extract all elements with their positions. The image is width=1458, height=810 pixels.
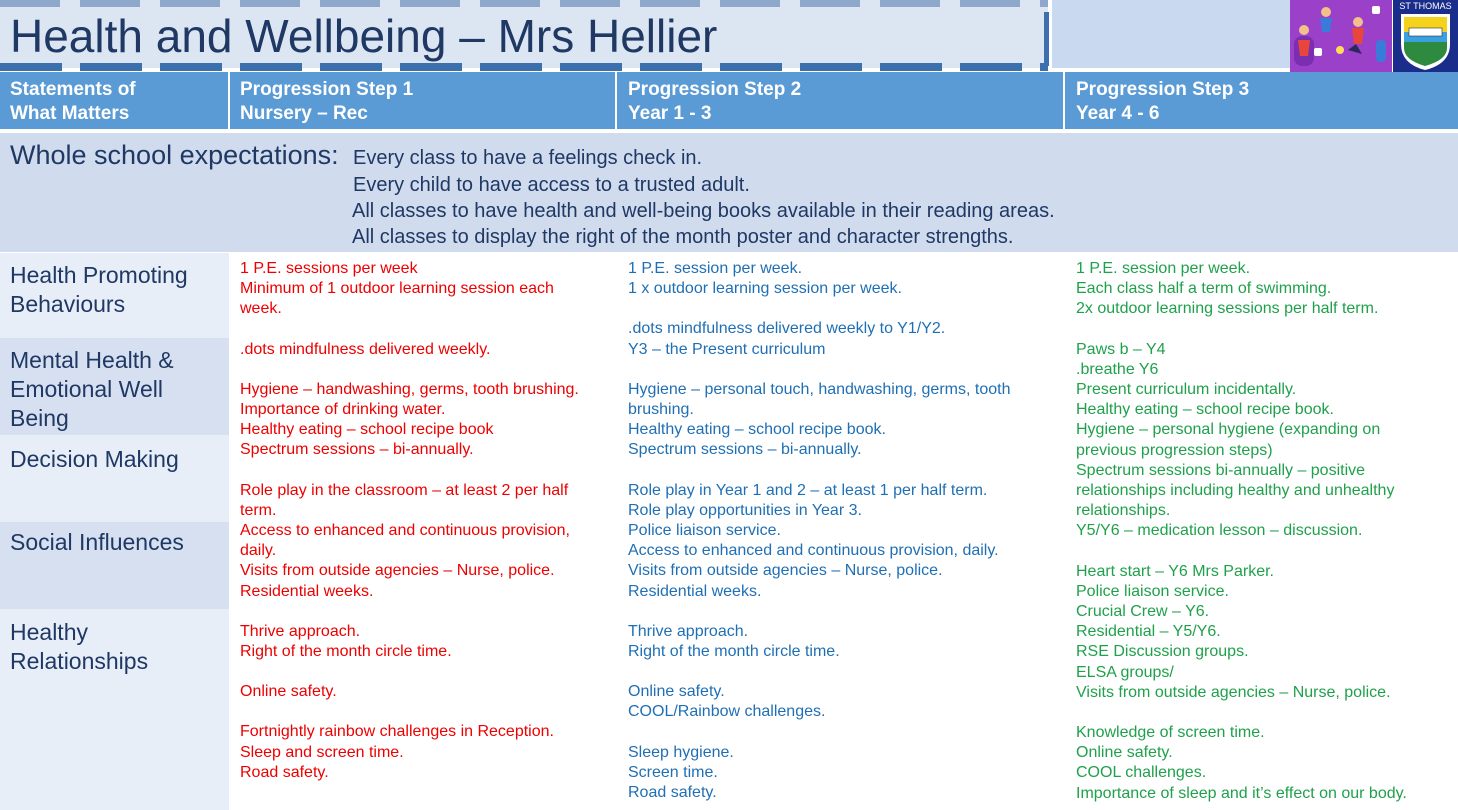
content-line: Y5/Y6 – medication lesson – discussion. (1076, 522, 1363, 540)
whole-school-label: Whole school expectations: (10, 140, 339, 170)
content-line: Each class half a term of swimming. (1076, 280, 1332, 298)
content-line: Spectrum sessions – bi-annually. (240, 441, 474, 459)
content-line: Hygiene – personal hygiene (expanding on (1076, 421, 1381, 439)
content-line: previous progression steps) (1076, 441, 1273, 459)
content-line: 1 P.E. sessions per week (240, 260, 418, 277)
statement-line: Social Influences (10, 529, 184, 555)
content-line: Visits from outside agencies – Nurse, police. (628, 562, 943, 580)
content-line: Residential – Y5/Y6. (1076, 623, 1221, 641)
statement-line: Mental Health & (10, 347, 174, 373)
whole-school-line: Every child to have access to a trusted adult. (353, 174, 750, 196)
content-line: Road safety. (628, 784, 717, 802)
content-line: Screen time. (628, 763, 718, 781)
spacer (1076, 320, 1407, 340)
content-line: 2x outdoor learning sessions per half term. (1076, 300, 1379, 318)
statement-line: Relationships (10, 648, 149, 674)
spacer (1076, 542, 1407, 562)
header-statements-line1: Statements of (10, 79, 136, 100)
content-line: Importance of drinking water. (240, 401, 446, 419)
header-step1 (240, 72, 615, 130)
content-line: ELSA groups/ (1076, 663, 1174, 681)
content-line: Right of the month circle time. (628, 643, 840, 661)
content-line: Online safety. (628, 683, 725, 701)
header-step3-title: Progression Step 3 (1076, 79, 1250, 100)
statement-line: Being (10, 405, 69, 431)
content-line: Right of the month circle time. (240, 643, 452, 661)
header-divider (0, 129, 1458, 132)
content-line: Crucial Crew – Y6. (1076, 603, 1210, 621)
title-dashed-border-bottom (0, 63, 1048, 71)
header-step3 (1076, 72, 1456, 130)
content-line: Visits from outside agencies – Nurse, police. (240, 562, 555, 580)
content-line: Healthy eating – school recipe book (240, 421, 494, 439)
title-border-right (1044, 12, 1049, 66)
content-line: Residential weeks. (628, 582, 762, 600)
content-line: Spectrum sessions bi-annually – positive (1076, 461, 1366, 479)
content-line: Residential weeks. (240, 582, 374, 600)
content-line: Access to enhanced and continuous provision, (240, 522, 570, 540)
content-line: Online safety. (240, 683, 337, 701)
content-line: week. (240, 300, 282, 318)
content-line: Importance of sleep and it’s effect on our body. (1076, 784, 1407, 802)
spacer (628, 723, 1010, 743)
header-step1-years: Nursery – Rec (240, 103, 368, 124)
statement-line: Emotional Well (10, 376, 163, 402)
spacer (240, 662, 579, 682)
content-line: Healthy eating – school recipe book. (628, 421, 886, 439)
content-line: Thrive approach. (628, 622, 749, 640)
content-line: Hygiene – personal touch, handwashing, germs, tooth (628, 380, 1011, 398)
content-line: Knowledge of screen time. (1076, 724, 1265, 742)
statement-social-influences (0, 522, 229, 609)
content-line: brushing. (628, 401, 694, 419)
content-line: Role play in Year 1 and 2 – at least 1 per half term. (628, 481, 988, 499)
content-line: Sleep and screen time. (240, 743, 404, 761)
content-line: 1 x outdoor learning session per week. (628, 280, 902, 298)
content-line: Online safety. (1076, 744, 1173, 762)
header-step3-years: Year 4 - 6 (1076, 103, 1160, 124)
spacer (240, 320, 579, 340)
statement-line: Healthy (10, 619, 88, 645)
spacer (1076, 703, 1407, 723)
content-line: Minimum of 1 outdoor learning session each (240, 280, 554, 298)
content-line: Police liaison service. (628, 522, 781, 540)
content-line: term. (240, 501, 277, 519)
step2-content (628, 259, 1010, 803)
header-separator (228, 72, 230, 130)
content-line: .dots mindfulness delivered weekly. (240, 340, 491, 358)
spacer (628, 299, 1010, 319)
header-step1-title: Progression Step 1 (240, 79, 414, 100)
statement-mental-health (0, 338, 229, 435)
spacer (628, 602, 1010, 622)
header-statements (10, 72, 228, 130)
content-line: Fortnightly rainbow challenges in Reception. (240, 723, 554, 741)
statement-line: Behaviours (10, 291, 126, 317)
spacer (240, 702, 579, 722)
spacer (240, 360, 579, 380)
content-line: RSE Discussion groups. (1076, 643, 1249, 661)
content-line: daily. (240, 542, 277, 560)
spacer (240, 461, 579, 481)
content-line: Role play opportunities in Year 3. (628, 501, 862, 519)
content-line: 1 P.E. session per week. (1076, 260, 1251, 277)
content-line: relationships including healthy and unhealthy (1076, 482, 1395, 500)
content-line: .breathe Y6 (1076, 360, 1159, 378)
whole-school-line: All classes to display the right of the month poster and character strengths. (352, 226, 1014, 248)
content-line: Access to enhanced and continuous provision, daily. (628, 542, 999, 560)
step3-content (1076, 259, 1407, 804)
content-line: Healthy eating – school recipe book. (1076, 401, 1334, 419)
content-line: Visits from outside agencies – Nurse, police. (1076, 683, 1391, 701)
content-line: Police liaison service. (1076, 582, 1229, 600)
content-line: Heart start – Y6 Mrs Parker. (1076, 562, 1274, 580)
content-line: 1 P.E. session per week. (628, 260, 803, 277)
content-line: COOL/Rainbow challenges. (628, 703, 826, 721)
content-line: Spectrum sessions – bi-annually. (628, 441, 862, 459)
whole-school-line: All classes to have health and well-being books available in their reading areas. (352, 200, 1055, 222)
spacer (240, 602, 579, 622)
statement-decision-making (0, 437, 229, 520)
content-line: Sleep hygiene. (628, 743, 734, 761)
header-step2 (628, 72, 1063, 130)
content-line: COOL challenges. (1076, 764, 1207, 782)
content-line: Present curriculum incidentally. (1076, 381, 1297, 399)
statement-health-promoting (0, 253, 229, 337)
content-line: Paws b – Y4 (1076, 340, 1166, 358)
header-separator (615, 72, 617, 130)
crest-caption: ST THOMAS (1399, 1, 1452, 11)
spacer (628, 360, 1010, 380)
statement-line: Health Promoting (10, 262, 188, 288)
step1-content (240, 259, 579, 783)
statement-line: Decision Making (10, 446, 179, 472)
content-line: .dots mindfulness delivered weekly to Y1/Y2. (628, 320, 946, 338)
header-separator (1063, 72, 1065, 130)
title-dashed-border-top (0, 0, 1048, 7)
content-line: Road safety. (240, 763, 329, 781)
header-step2-title: Progression Step 2 (628, 79, 802, 100)
page-title: Health and Wellbeing – Mrs Hellier (10, 10, 718, 62)
content-line: Thrive approach. (240, 622, 361, 640)
content-line: Y3 – the Present curriculum (628, 340, 826, 358)
kids-illustration-logo (1290, 0, 1392, 72)
spacer (628, 662, 1010, 682)
title-side-panel (1052, 0, 1290, 68)
header-statements-line2: What Matters (10, 103, 130, 124)
spacer (628, 461, 1010, 481)
header-step2-years: Year 1 - 3 (628, 103, 712, 124)
whole-school-line: Every class to have a feelings check in. (353, 147, 703, 169)
content-line: Hygiene – handwashing, germs, tooth brushing. (240, 380, 579, 398)
content-line: relationships. (1076, 502, 1171, 520)
statement-healthy-relationships (0, 611, 229, 810)
content-line: Role play in the classroom – at least 2 per half (240, 481, 569, 499)
